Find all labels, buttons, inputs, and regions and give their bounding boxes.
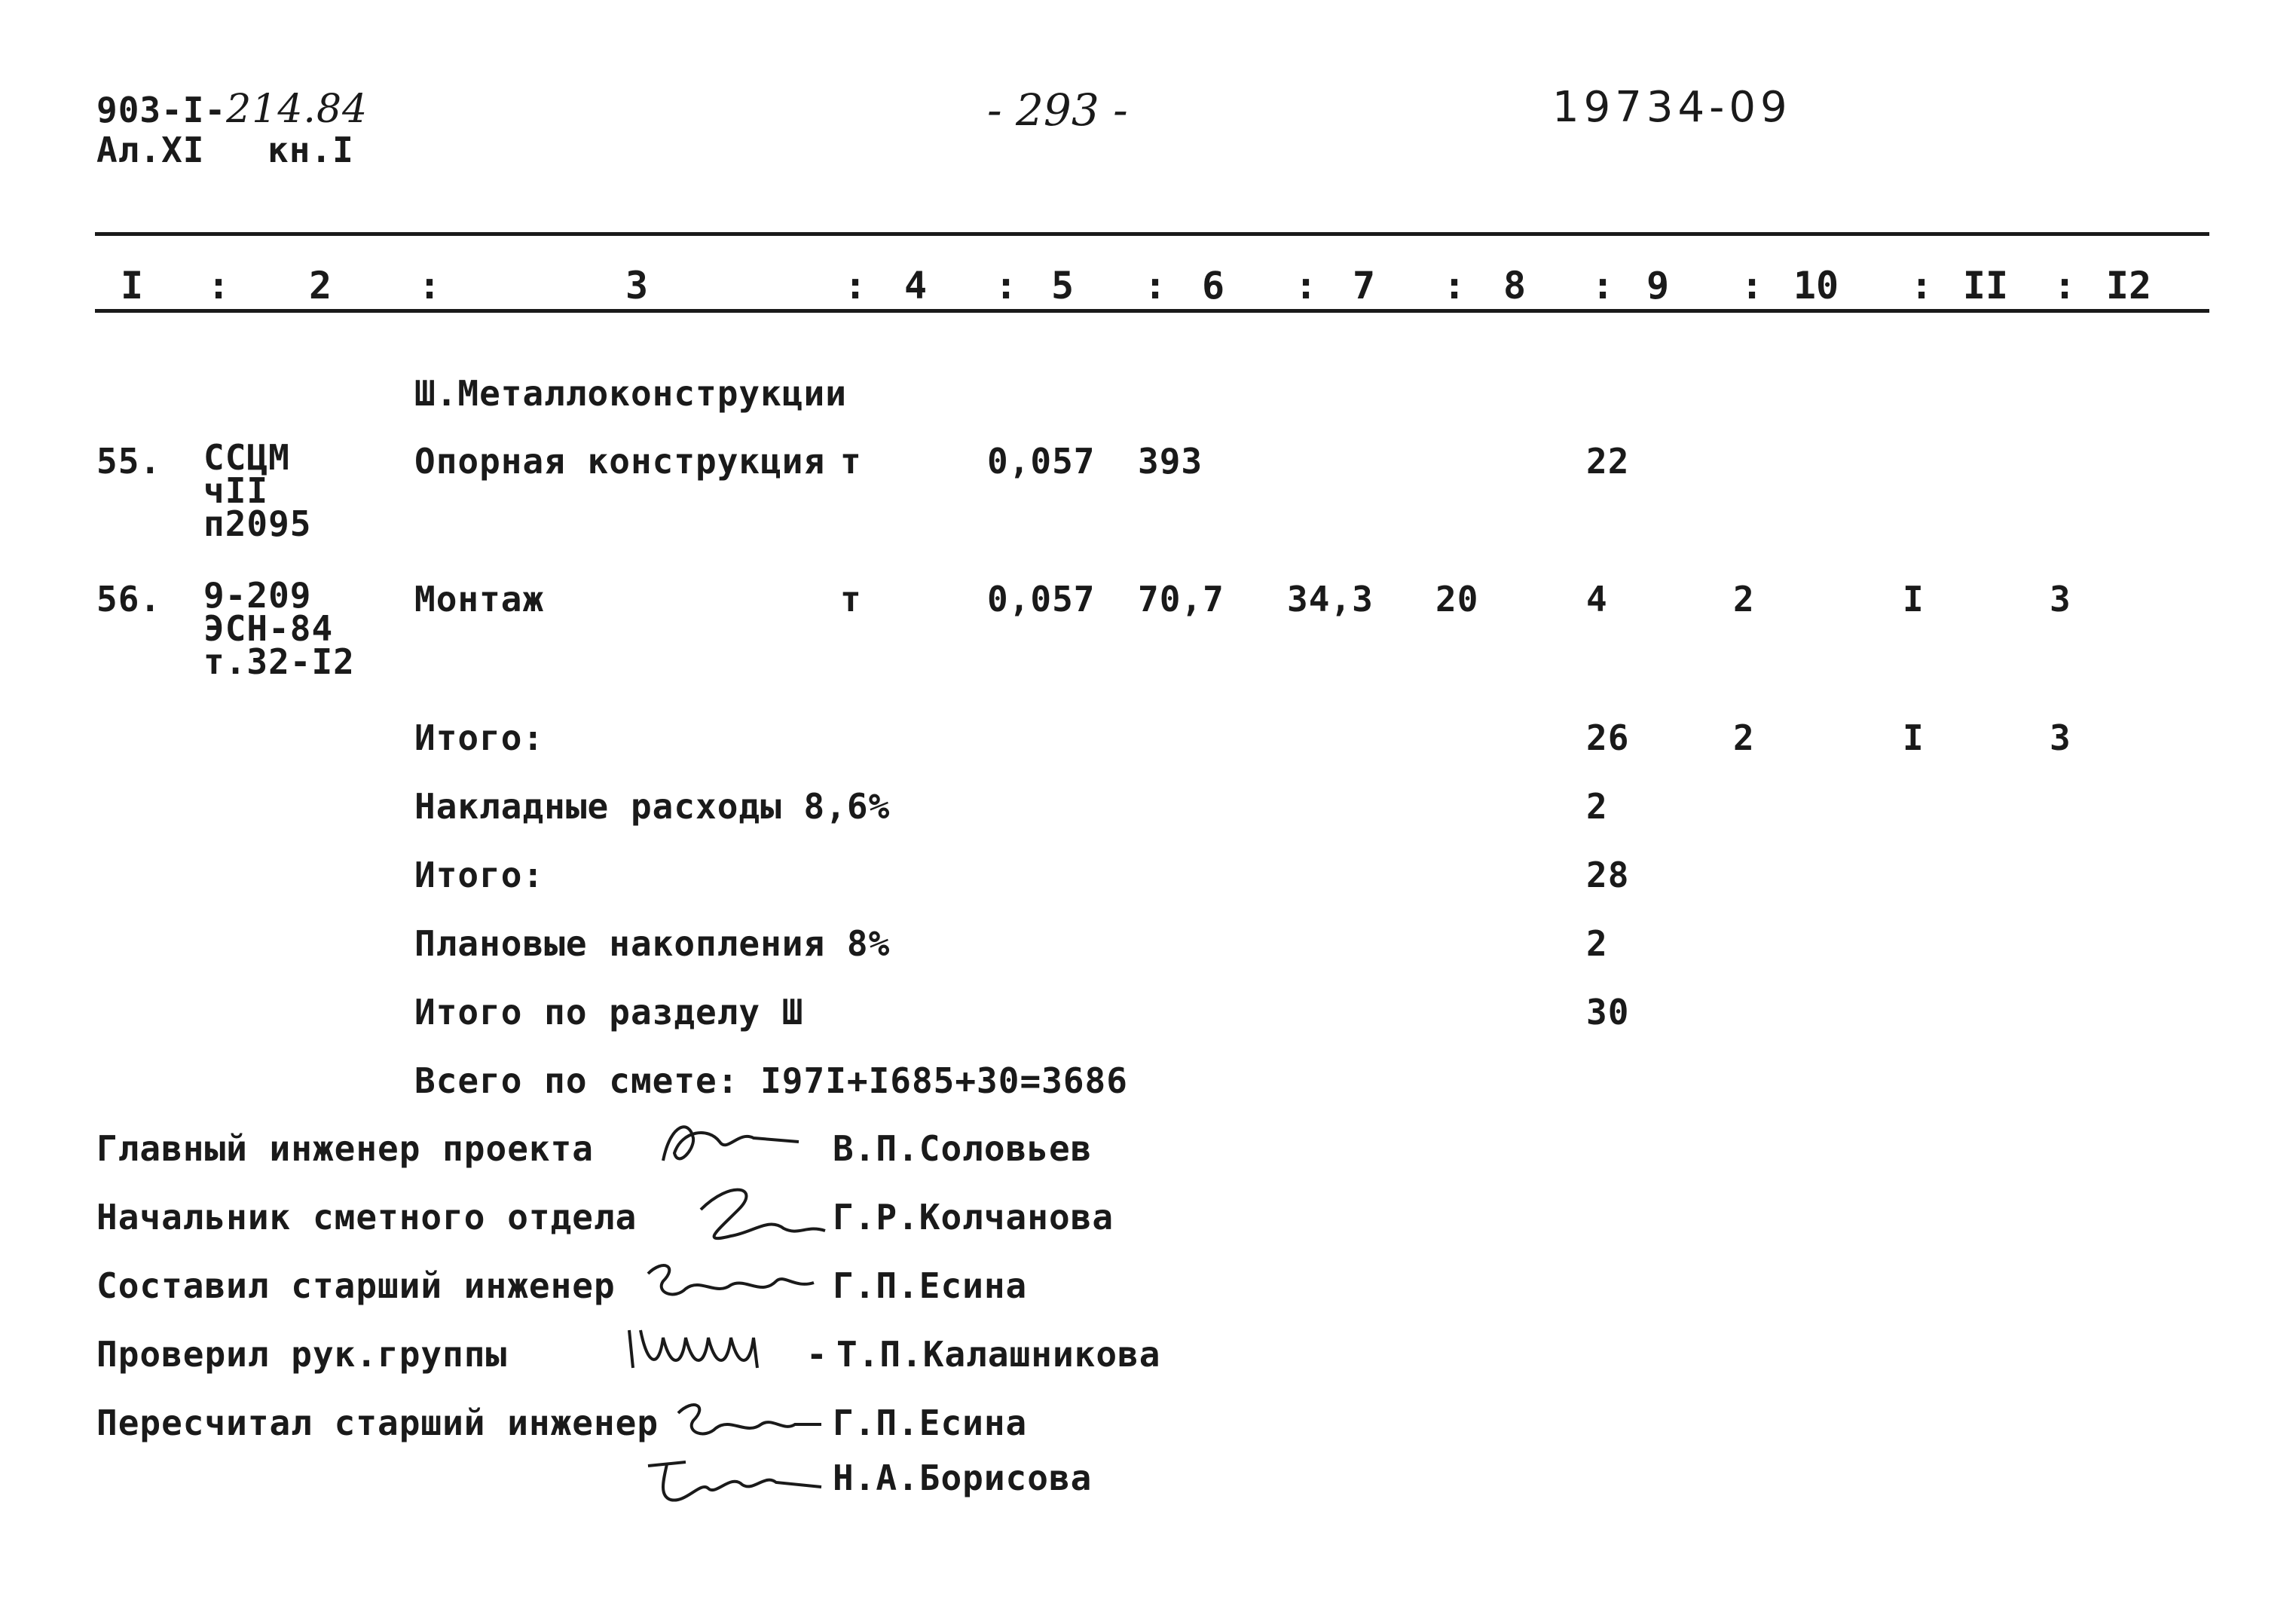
handwritten-signature-icon	[678, 1172, 840, 1255]
total-col11: I	[1903, 717, 1925, 758]
signature-role: Составил старший инженер	[96, 1265, 616, 1306]
column-number-5: 5	[1050, 264, 1075, 307]
rate-code-line: п2095	[203, 503, 312, 544]
column-number-4: 4	[903, 264, 928, 307]
section-title: Ш.Металлоконструкции	[414, 373, 847, 414]
page-number: - 293 -	[987, 84, 1128, 136]
quantity: 0,057	[987, 579, 1096, 619]
rate-code-line: ЭСН-84	[203, 608, 334, 649]
row-number: 55.	[96, 441, 162, 482]
overhead-label: Накладные расходы 8,6%	[414, 786, 891, 827]
column-separator: :	[844, 264, 867, 307]
cell-col8: 20	[1435, 579, 1479, 619]
book-label: кн.I	[268, 130, 354, 170]
column-separator: :	[1443, 264, 1466, 307]
rate-code	[203, 575, 355, 682]
column-separator: :	[207, 264, 231, 307]
cell-col6: 70,7	[1138, 579, 1224, 619]
signature-role: Главный инженер проекта	[96, 1128, 594, 1169]
cell-col6: 393	[1138, 441, 1203, 482]
cell-col9: 22	[1586, 441, 1630, 482]
signature-dash: -	[806, 1334, 828, 1375]
cell-col9: 4	[1586, 579, 1608, 619]
column-number-9: 9	[1646, 264, 1670, 307]
album-label: Ал.XI	[96, 130, 205, 170]
header-bottom-rule	[95, 309, 2209, 313]
column-number-2: 2	[308, 264, 332, 307]
row-number: 56.	[96, 579, 162, 619]
column-number-12: I2	[2105, 264, 2152, 307]
rate-code-line: чII	[203, 470, 269, 511]
column-number-11: II	[1962, 264, 2009, 307]
signatory-name: Г.П.Есина	[833, 1265, 1028, 1306]
handwritten-signature-icon	[618, 1308, 806, 1383]
cell-col10: 2	[1733, 579, 1755, 619]
signatory-name: Т.П.Калашникова	[836, 1334, 1161, 1375]
section-total-label: Итого по разделу Ш	[414, 992, 804, 1032]
column-number-7: 7	[1352, 264, 1376, 307]
column-separator: :	[1910, 264, 1934, 307]
signature-role: Пересчитал старший инженер	[96, 1403, 659, 1443]
signatory-name: Г.Р.Колчанова	[833, 1197, 1114, 1237]
planned-savings-label: Плановые накопления 8%	[414, 923, 891, 964]
work-name: Монтаж	[414, 579, 545, 619]
signature-role: Проверил рук.группы	[96, 1334, 508, 1375]
quantity: 0,057	[987, 441, 1096, 482]
top-rule	[95, 232, 2209, 236]
cell-col11: I	[1903, 579, 1925, 619]
document-code-handwritten: 214.84	[226, 87, 368, 132]
doc-number: 19734-09	[1552, 83, 1792, 132]
column-separator: :	[1591, 264, 1615, 307]
column-number-10: 10	[1793, 264, 1839, 307]
column-number-6: 6	[1201, 264, 1225, 307]
handwritten-signature-icon	[633, 1443, 829, 1526]
rate-code-line: 9-209	[203, 575, 312, 616]
total-col9: 28	[1586, 855, 1630, 895]
total-col10: 2	[1733, 717, 1755, 758]
signature-role: Начальник сметного отдела	[96, 1197, 637, 1237]
work-name: Опорная конструкция	[414, 441, 826, 482]
unit: т	[840, 579, 862, 619]
column-separator: :	[1741, 264, 1764, 307]
total-col9: 26	[1586, 717, 1630, 758]
column-separator: :	[2053, 264, 2077, 307]
total-label: Итого:	[414, 717, 545, 758]
section-total-col9: 30	[1586, 992, 1630, 1032]
column-number-1: I	[120, 264, 144, 307]
document-code-prefix: 903-I-	[96, 90, 227, 130]
total-col12: 3	[2050, 717, 2071, 758]
planned-savings-col9: 2	[1586, 923, 1608, 964]
cell-col7: 34,3	[1287, 579, 1374, 619]
signatory-name: Н.А.Борисова	[833, 1458, 1093, 1498]
document-code	[96, 87, 368, 132]
unit: т	[840, 441, 862, 482]
signatory-name: Г.П.Есина	[833, 1403, 1028, 1443]
rate-code	[203, 437, 312, 544]
column-separator: :	[418, 264, 442, 307]
overhead-col9: 2	[1586, 786, 1608, 827]
total-label: Итого:	[414, 855, 545, 895]
column-number-3: 3	[625, 264, 649, 307]
column-separator: :	[995, 264, 1018, 307]
column-separator: :	[1295, 264, 1318, 307]
rate-code-line: ССЦМ	[203, 437, 290, 478]
signatory-name: В.П.Соловьев	[833, 1128, 1093, 1169]
cell-col12: 3	[2050, 579, 2071, 619]
column-number-8: 8	[1503, 264, 1527, 307]
grand-total-label: Всего по смете: I97I+I685+30=3686	[414, 1060, 1128, 1101]
rate-code-line: т.32-I2	[203, 641, 355, 682]
column-separator: :	[1144, 264, 1167, 307]
